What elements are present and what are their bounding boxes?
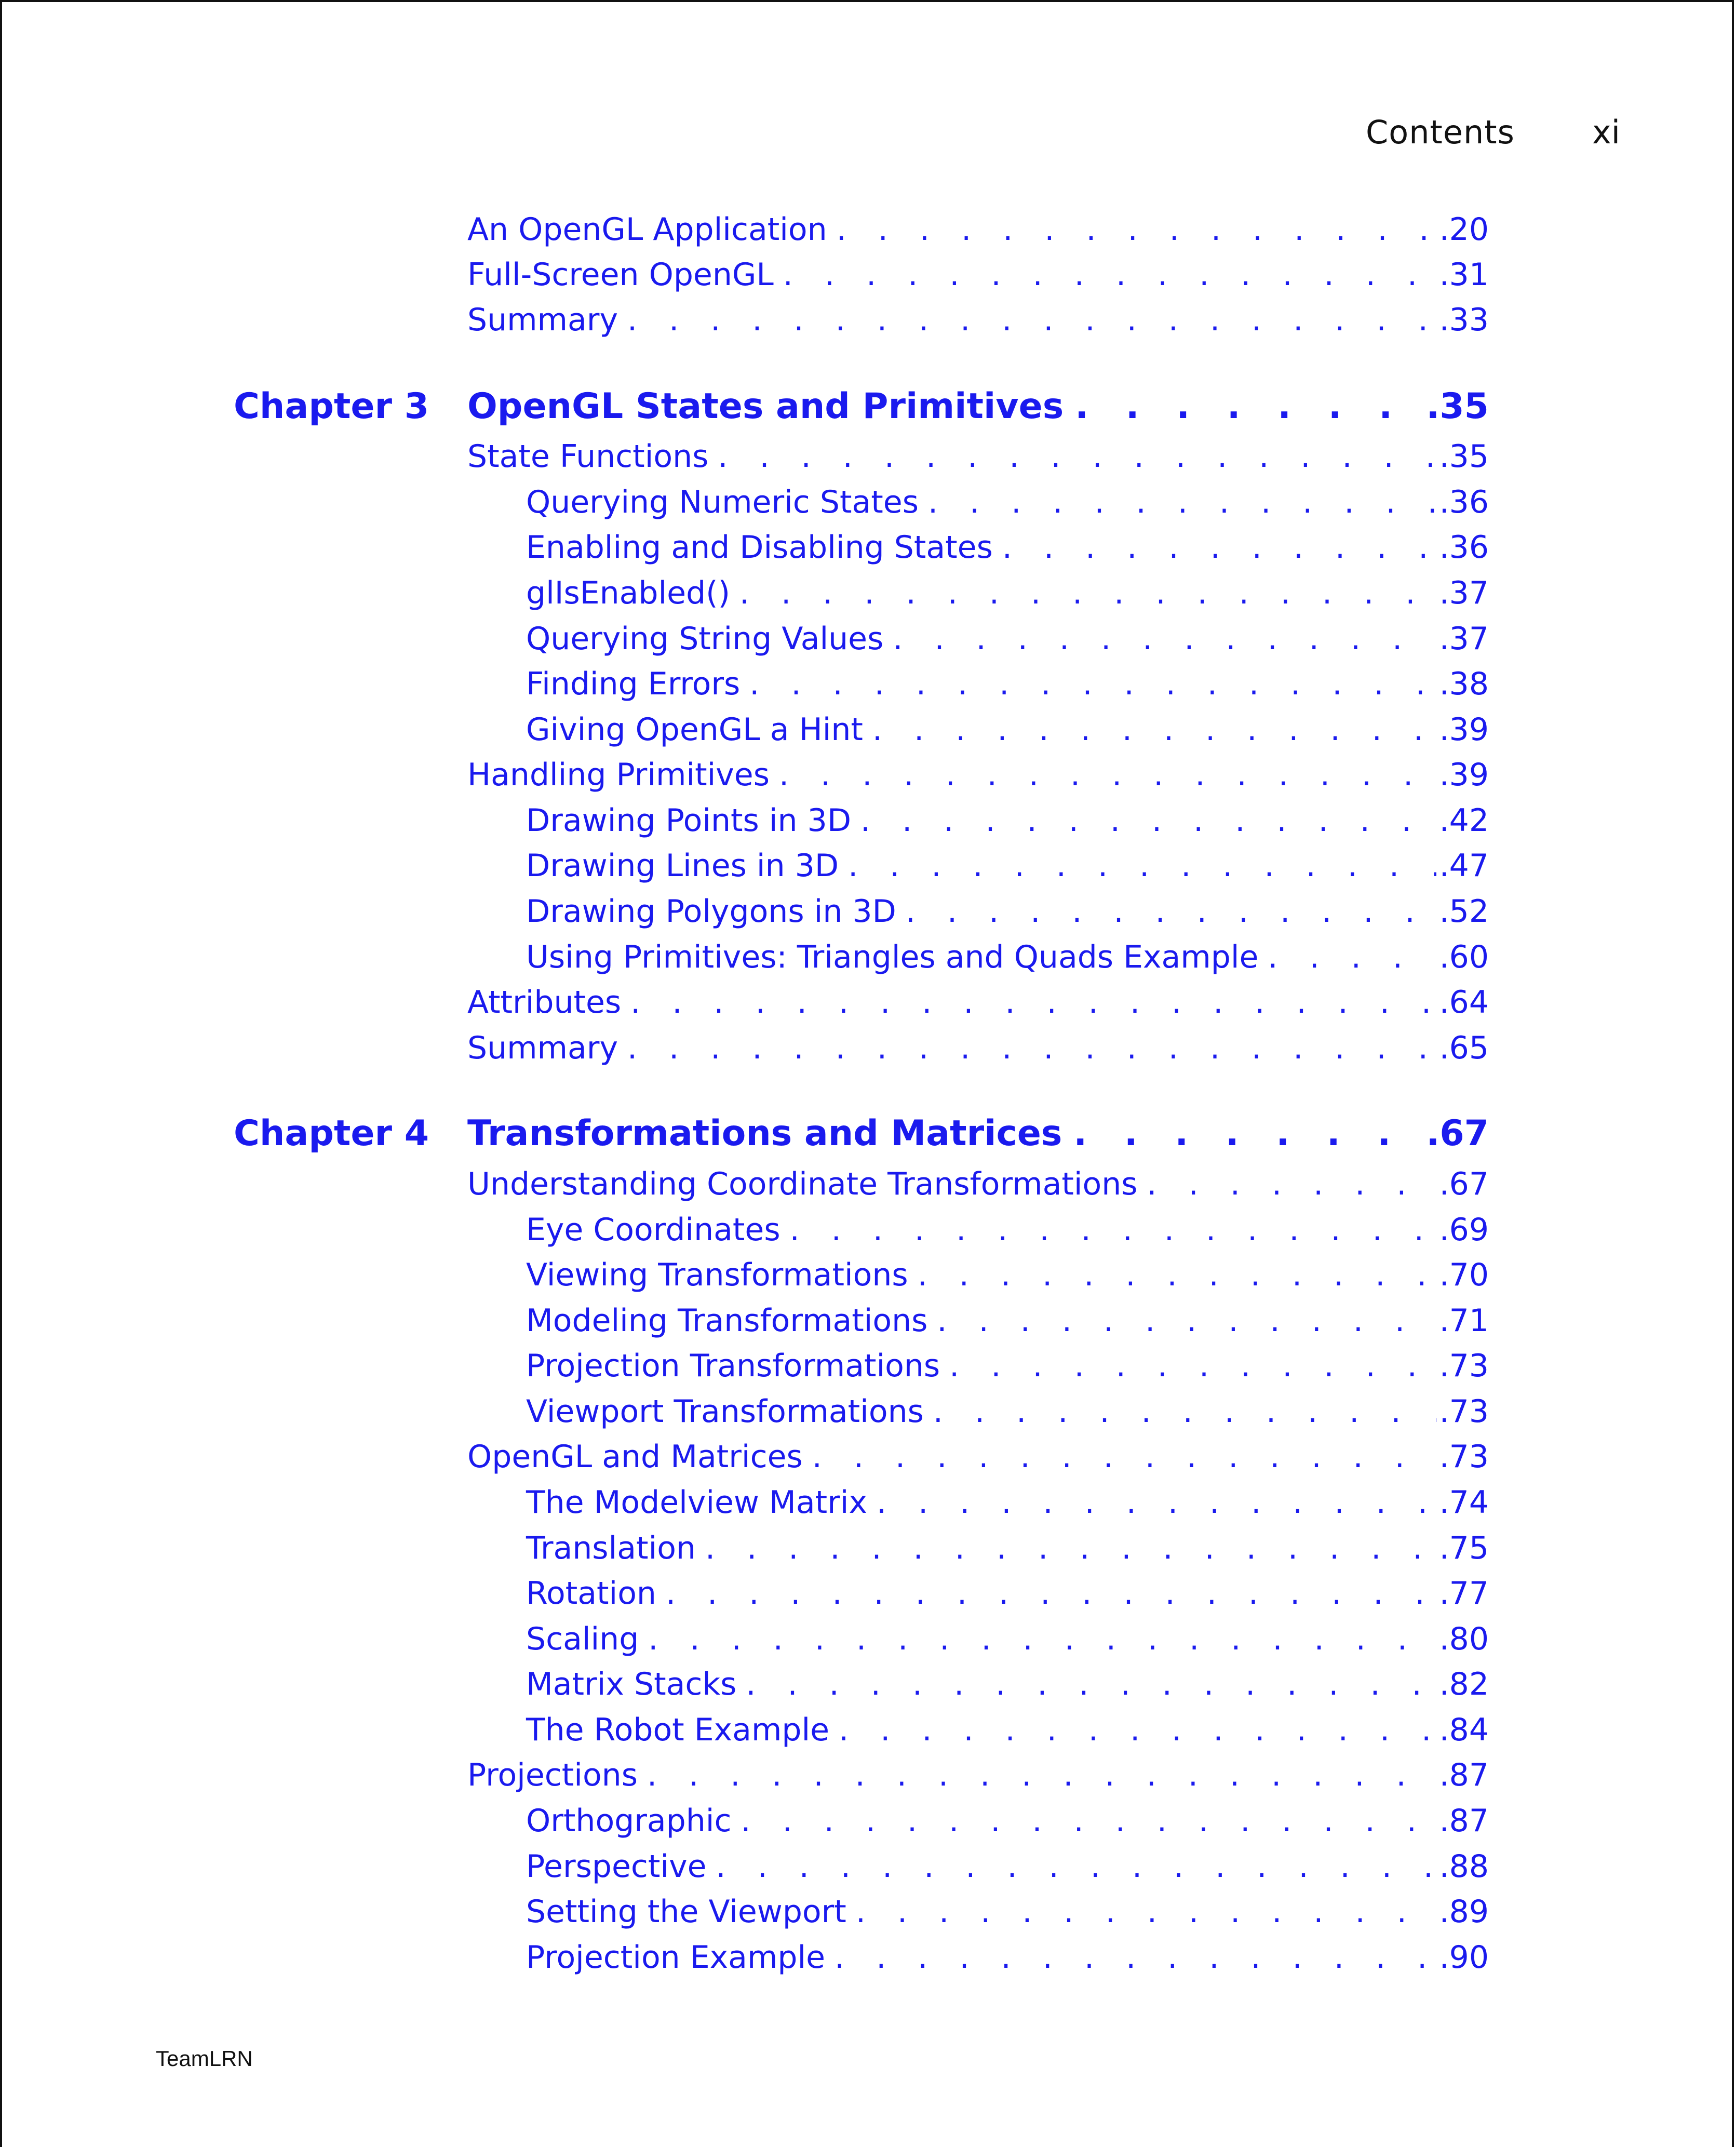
toc-subentry[interactable]: Enabling and Disabling States . . . .36 bbox=[526, 525, 1489, 570]
toc-subentry[interactable]: Orthographic . . . .87 bbox=[526, 1799, 1489, 1843]
toc-subentry[interactable]: Drawing Polygons in 3D . . . .52 bbox=[526, 889, 1489, 934]
toc-subentry[interactable]: Drawing Points in 3D . . . .42 bbox=[526, 798, 1489, 843]
watermark-text: TeamLRN bbox=[156, 2046, 253, 2071]
toc-subentry[interactable]: Viewport Transformations . . . .73 bbox=[526, 1389, 1489, 1434]
toc-entry[interactable]: An OpenGL Application . . . .20 bbox=[467, 207, 1489, 252]
chapter-4-title[interactable]: Transformations and Matrices . . . .67 bbox=[467, 1109, 1489, 1159]
toc-entry[interactable]: Summary . . . .33 bbox=[467, 298, 1489, 342]
toc-subentry[interactable]: Matrix Stacks . . . .82 bbox=[526, 1662, 1489, 1707]
running-head: Contents bbox=[1366, 113, 1515, 151]
chapter-3-title[interactable]: OpenGL States and Primitives . . . .35 bbox=[467, 382, 1489, 432]
toc-subentry[interactable]: Querying Numeric States . . . .36 bbox=[526, 480, 1489, 525]
toc-entry[interactable]: State Functions . . . .35 bbox=[467, 434, 1489, 479]
toc-subentry[interactable]: Modeling Transformations . . . .71 bbox=[526, 1298, 1489, 1343]
toc-subentry[interactable]: Translation . . . .75 bbox=[526, 1526, 1489, 1571]
toc-subentry[interactable]: Scaling . . . .80 bbox=[526, 1617, 1489, 1661]
toc-subentry[interactable]: Projection Example . . . .90 bbox=[526, 1935, 1489, 1980]
toc-subentry[interactable]: glIsEnabled() . . . .37 bbox=[526, 571, 1489, 615]
toc-entry[interactable]: Understanding Coordinate Transformations . . . .67 bbox=[467, 1162, 1489, 1206]
toc-entry[interactable]: OpenGL and Matrices . . . .73 bbox=[467, 1434, 1489, 1479]
toc-subentry[interactable]: Viewing Transformations . . . .70 bbox=[526, 1253, 1489, 1297]
toc-subentry[interactable]: Finding Errors . . . .38 bbox=[526, 662, 1489, 706]
chapter-3-label: Chapter 3 bbox=[234, 386, 429, 427]
toc-subentry[interactable]: The Modelview Matrix . . . .74 bbox=[526, 1480, 1489, 1525]
toc-subentry[interactable]: Projection Transformations . . . .73 bbox=[526, 1344, 1489, 1388]
chapter-4-label: Chapter 4 bbox=[234, 1113, 429, 1154]
toc-entry[interactable]: Attributes . . . .64 bbox=[467, 980, 1489, 1025]
toc-entry[interactable]: Projections . . . .87 bbox=[467, 1753, 1489, 1797]
page-number: xi bbox=[1592, 113, 1620, 151]
toc-subentry[interactable]: Rotation . . . .77 bbox=[526, 1571, 1489, 1616]
toc-entry[interactable]: Summary . . . .65 bbox=[467, 1026, 1489, 1070]
toc-subentry[interactable]: Eye Coordinates . . . .69 bbox=[526, 1207, 1489, 1252]
toc-subentry[interactable]: Querying String Values . . . .37 bbox=[526, 616, 1489, 661]
toc-subentry[interactable]: Perspective . . . .88 bbox=[526, 1844, 1489, 1889]
toc-subentry[interactable]: Setting the Viewport . . . .89 bbox=[526, 1889, 1489, 1934]
toc-subentry[interactable]: Using Primitives: Triangles and Quads Example . . . .60 bbox=[526, 935, 1489, 979]
toc-subentry[interactable]: Giving OpenGL a Hint . . . .39 bbox=[526, 707, 1489, 752]
toc-entry[interactable]: Full-Screen OpenGL . . . .31 bbox=[467, 252, 1489, 297]
toc-entry[interactable]: Handling Primitives . . . .39 bbox=[467, 753, 1489, 797]
toc-subentry[interactable]: Drawing Lines in 3D . . . .47 bbox=[526, 843, 1489, 888]
toc-subentry[interactable]: The Robot Example . . . .84 bbox=[526, 1708, 1489, 1752]
